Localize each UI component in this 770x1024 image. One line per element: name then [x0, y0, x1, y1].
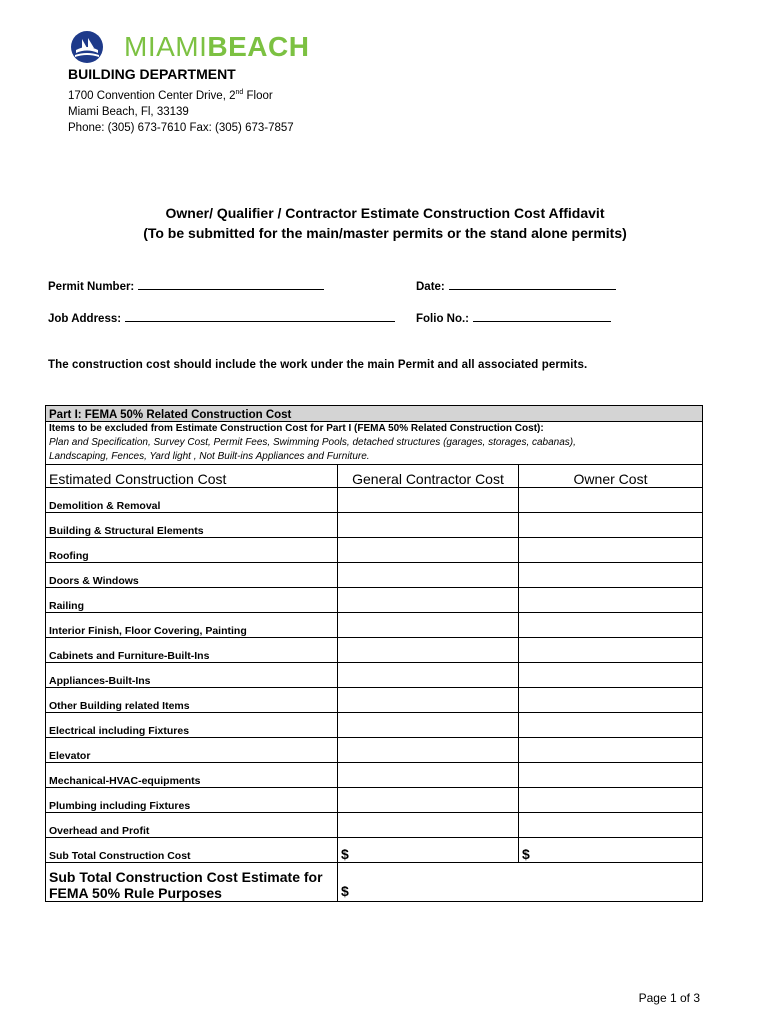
form-subtitle: (To be submitted for the main/master permits or the stand alone permits): [143, 225, 627, 241]
cost-item-row: [46, 738, 703, 763]
exclusion-line-1: Plan and Specification, Survey Cost, Permit Fees, Swimming Pools, detached structures (garages, storages, cabanas),: [49, 437, 576, 448]
cost-item-label: Cabinets and Furniture-Built-Ins: [46, 638, 338, 663]
owner-cost-input[interactable]: [519, 713, 703, 738]
folio-label: Folio No.:: [416, 313, 470, 325]
col-estimated-cost: Estimated Construction Cost: [46, 465, 338, 488]
city-seal-icon: [70, 30, 104, 64]
gc-cost-input[interactable]: [338, 688, 519, 713]
cost-item-row: [46, 688, 703, 713]
gc-cost-input[interactable]: [338, 488, 519, 513]
cost-note: The construction cost should include the work under the main Permit and all associated permits.: [48, 359, 588, 371]
job-address-line[interactable]: [125, 311, 395, 322]
gc-cost-input[interactable]: [338, 613, 519, 638]
cost-item-label: Roofing: [46, 538, 338, 563]
gc-cost-input[interactable]: [338, 563, 519, 588]
cost-item-label: Building & Structural Elements: [46, 513, 338, 538]
job-address-field[interactable]: [48, 311, 395, 325]
exclusion-row: [46, 422, 703, 465]
cost-item-row: [46, 613, 703, 638]
owner-cost-input[interactable]: [519, 613, 703, 638]
logo-word-miami: MIAMI: [124, 31, 208, 62]
gc-cost-input[interactable]: [338, 538, 519, 563]
address-floor-suffix: nd: [235, 89, 244, 96]
subtotal-gc-input[interactable]: $: [338, 838, 519, 863]
gc-cost-input[interactable]: [338, 663, 519, 688]
cost-item-row: [46, 763, 703, 788]
logo-word-beach: BEACH: [207, 31, 310, 62]
owner-cost-input[interactable]: [519, 588, 703, 613]
cost-item-label: Overhead and Profit: [46, 813, 338, 838]
owner-cost-input[interactable]: [519, 788, 703, 813]
date-line[interactable]: [449, 279, 616, 290]
owner-cost-input[interactable]: [519, 538, 703, 563]
permit-number-line[interactable]: [138, 279, 324, 290]
cost-item-row: [46, 663, 703, 688]
cost-table: [45, 405, 703, 902]
address-line-1: [68, 89, 273, 102]
cost-item-label: Plumbing including Fixtures: [46, 788, 338, 813]
job-address-label: Job Address:: [48, 313, 122, 325]
gc-cost-input[interactable]: [338, 813, 519, 838]
address-street: 1700 Convention Center Drive, 2: [68, 89, 236, 102]
address-floor: Floor: [243, 89, 273, 102]
gc-cost-input[interactable]: [338, 738, 519, 763]
cost-item-label: Appliances-Built-Ins: [46, 663, 338, 688]
phone-fax-line: Phone: (305) 673-7610 Fax: (305) 673-7857: [68, 122, 294, 134]
page-number: Page 1 of 3: [638, 991, 700, 1005]
subtotal-label: Sub Total Construction Cost: [46, 838, 338, 863]
cost-item-row: [46, 638, 703, 663]
exclusion-line-2: Landscaping, Fences, Yard light , Not Built-ins Appliances and Furniture.: [49, 451, 370, 462]
gc-cost-input[interactable]: [338, 763, 519, 788]
cost-item-label: Interior Finish, Floor Covering, Painting: [46, 613, 338, 638]
cost-item-label: Other Building related Items: [46, 688, 338, 713]
col-owner-cost: Owner Cost: [519, 465, 703, 488]
part-header-row: [46, 406, 703, 422]
cost-item-row: [46, 538, 703, 563]
owner-cost-input[interactable]: [519, 813, 703, 838]
fema-label-line-2: FEMA 50% Rule Purposes: [49, 885, 222, 901]
form-title: Owner/ Qualifier / Contractor Estimate Construction Cost Affidavit: [165, 205, 605, 221]
subtotal-row: [46, 838, 703, 863]
permit-number-label: Permit Number:: [48, 281, 135, 293]
fema-total-input[interactable]: $: [338, 863, 703, 902]
fema-total-row: [46, 863, 703, 902]
cost-item-row: [46, 588, 703, 613]
cost-item-label: Mechanical-HVAC-equipments: [46, 763, 338, 788]
owner-cost-input[interactable]: [519, 763, 703, 788]
owner-cost-input[interactable]: [519, 563, 703, 588]
cost-item-label: Railing: [46, 588, 338, 613]
folio-field[interactable]: [416, 311, 611, 325]
gc-cost-input[interactable]: [338, 788, 519, 813]
cost-item-row: [46, 788, 703, 813]
owner-cost-input[interactable]: [519, 663, 703, 688]
gc-cost-input[interactable]: [338, 713, 519, 738]
owner-cost-input[interactable]: [519, 738, 703, 763]
cost-item-row: [46, 488, 703, 513]
subtotal-owner-input[interactable]: $: [519, 838, 703, 863]
gc-cost-input[interactable]: [338, 513, 519, 538]
cost-item-row: [46, 563, 703, 588]
permit-number-field[interactable]: [48, 279, 324, 293]
owner-cost-input[interactable]: [519, 513, 703, 538]
owner-cost-input[interactable]: [519, 638, 703, 663]
date-label: Date:: [416, 281, 445, 293]
cost-item-label: Demolition & Removal: [46, 488, 338, 513]
cost-item-row: [46, 513, 703, 538]
owner-cost-input[interactable]: [519, 488, 703, 513]
cost-item-label: Electrical including Fixtures: [46, 713, 338, 738]
exclusion-cell: [46, 422, 703, 465]
gc-cost-input[interactable]: [338, 588, 519, 613]
fema-total-label: [46, 863, 338, 902]
folio-line[interactable]: [473, 311, 611, 322]
part-title: Part I: FEMA 50% Related Construction Cost: [46, 406, 703, 422]
column-header-row: [46, 465, 703, 488]
gc-cost-input[interactable]: [338, 638, 519, 663]
cost-item-label: Doors & Windows: [46, 563, 338, 588]
col-gc-cost: General Contractor Cost: [338, 465, 519, 488]
owner-cost-input[interactable]: [519, 688, 703, 713]
logo-wordmark: [124, 30, 309, 64]
cost-item-label: Elevator: [46, 738, 338, 763]
exclusion-heading: Items to be excluded from Estimate Construction Cost for Part I (FEMA 50% Related Construction Cost):: [49, 423, 544, 434]
fema-label-line-1: Sub Total Construction Cost Estimate for: [49, 869, 323, 885]
date-field[interactable]: [416, 279, 616, 293]
department-heading: BUILDING DEPARTMENT: [68, 66, 236, 82]
address-line-2: Miami Beach, Fl, 33139: [68, 106, 189, 118]
cost-item-row: [46, 813, 703, 838]
cost-item-row: [46, 713, 703, 738]
